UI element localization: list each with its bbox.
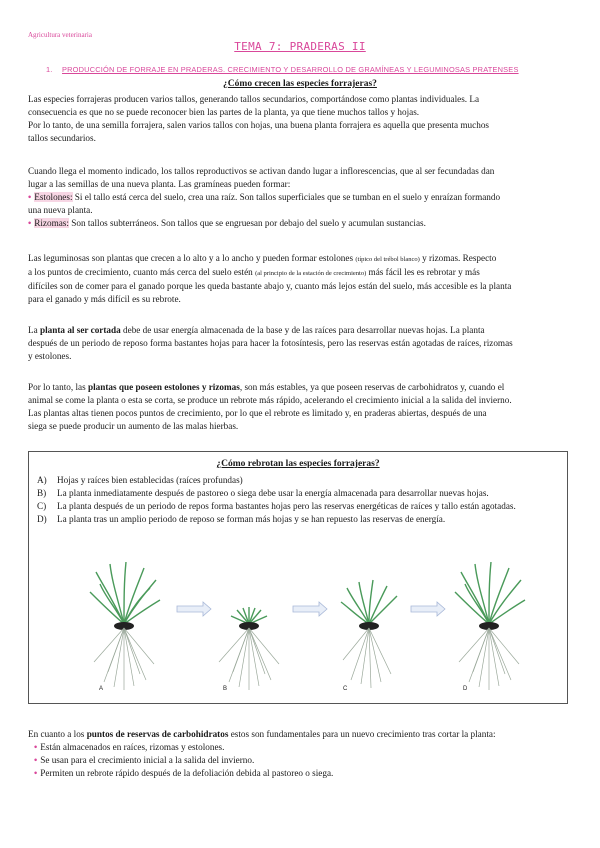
text-span: En cuanto a los xyxy=(28,729,87,739)
paragraph-4 xyxy=(28,324,576,363)
text-line xyxy=(28,381,576,394)
paragraph-1 xyxy=(28,93,576,145)
text-line: para el ganado y más difícil es su rebrote. xyxy=(28,294,181,304)
list-item xyxy=(34,754,576,767)
item-text: Hojas y raíces bien establecidas (raíces profundas) xyxy=(57,475,243,485)
section-title: PRODUCCIÓN DE FORRAJE EN PRADERAS. CRECIMIENTO Y DESARROLLO DE GRAMÍNEAS Y LEGUMINOSAS PRATENSES xyxy=(62,65,519,74)
list-item xyxy=(37,500,557,513)
list-item xyxy=(37,513,557,526)
figure-label-a: A xyxy=(99,686,104,692)
item-text: Están almacenados en raíces, rizomas y estolones. xyxy=(40,742,225,752)
text-line: una nueva planta. xyxy=(28,205,93,215)
plant-d-icon xyxy=(455,562,525,690)
arrow-right-icon xyxy=(411,602,445,616)
text-span: , son más estables, ya que poseen reservas de carbohidratos y, cuando el xyxy=(239,382,505,392)
text-line: tallos secundarios. xyxy=(28,133,96,143)
text-line xyxy=(28,252,576,266)
item-letter: A) xyxy=(37,475,47,485)
text-span: Por lo tanto, las xyxy=(28,382,88,392)
bullet-rizomas xyxy=(28,217,576,230)
text-line xyxy=(28,728,576,741)
text-line: después de un periodo de reposo forma bastantes hojas para hacer la fotosíntesis, pero las reservas están agotadas de raíces, rizomas xyxy=(28,338,513,348)
text-span: debe de usar energía almacenada de la base y de las raíces para desarrollar nuevas hojas. La planta xyxy=(120,325,485,335)
text-line: animal se come la planta o esta se corta, se produce un rebrote más rápido, acelerando el crecimiento inicial a la salida del invierno. xyxy=(28,395,512,405)
regrowth-box xyxy=(28,451,568,704)
text-span: Las leguminosas son plantas que crecen a lo alto y a lo ancho y pueden formar estolones xyxy=(28,253,356,263)
text-span: estos son fundamentales para un nuevo crecimiento tras cortar la planta: xyxy=(228,729,496,739)
plant-c-icon xyxy=(341,580,397,688)
arrow-right-icon xyxy=(177,602,211,616)
text-span: La xyxy=(28,325,40,335)
text-span: más fácil les es rebrotar y más xyxy=(366,267,480,277)
bold-term: puntos de reservas de carbohidratos xyxy=(86,729,229,739)
paragraph-3 xyxy=(28,252,576,306)
bold-term: planta al ser cortada xyxy=(40,325,121,335)
page-header: Agricultura veterinaria xyxy=(28,31,92,39)
small-note: (al principio de la estación de crecimiento) xyxy=(255,270,367,277)
item-text: La planta tras un amplio periodo de reposo se forman más hojas y se han repuesto las reservas de energía. xyxy=(57,514,446,524)
figure-label-d: D xyxy=(463,686,468,692)
section-heading xyxy=(46,65,519,74)
box-title: ¿Cómo rebrotan las especies forrajeras? xyxy=(216,459,380,469)
list-item xyxy=(37,474,557,487)
bullet-icon: • xyxy=(34,768,38,778)
text-line: lugar a las semillas de una nueva planta. Las gramíneas pueden formar: xyxy=(28,179,291,189)
paragraph-5 xyxy=(28,381,576,433)
bullet-estolones xyxy=(28,191,576,204)
item-letter: C) xyxy=(37,501,47,511)
list-item xyxy=(34,741,576,754)
arrow-right-icon xyxy=(293,602,327,616)
figure-label-b: B xyxy=(223,686,228,692)
carbohydrate-section xyxy=(28,728,576,780)
text-line xyxy=(28,266,576,280)
rizomas-text: Son tallos subterráneos. Son tallos que se engruesan por debajo del suelo y acumulan sustancias. xyxy=(68,218,426,228)
page-title: TEMA 7: PRADERAS II xyxy=(234,40,366,53)
figure-label-c: C xyxy=(343,686,348,692)
text-line: Cuando llega el momento indicado, los tallos reproductivos se activan dando lugar a inflorescencias, que al ser fecundadas dan xyxy=(28,166,495,176)
carbohydrate-list xyxy=(28,741,576,780)
section-number: 1. xyxy=(46,65,53,74)
question-heading-1: ¿Cómo crecen las especies forrajeras? xyxy=(223,79,377,89)
text-line: consecuencia es que no se puede reconocer bien las partes de la planta, ya que tiene muchos tallos y hojas. xyxy=(28,107,420,117)
bold-term: plantas que poseen estolones y rizomas xyxy=(87,382,240,392)
text-line: Por lo tanto, de una semilla forrajera, salen varios tallos con hojas, una buena planta forrajera es aquella que presenta muchos xyxy=(28,120,489,130)
bullet-icon: • xyxy=(34,742,38,752)
term-estolones: Estolones: xyxy=(34,192,73,202)
small-note: (típico del trébol blanco) xyxy=(355,256,420,263)
estolones-text: Si el tallo está cerca del suelo, crea una raíz. Son tallos superficiales que se tumban en el suelo y enraízan formando xyxy=(72,192,501,202)
text-line xyxy=(28,324,576,337)
item-letter: D) xyxy=(37,514,47,524)
item-letter: B) xyxy=(37,488,47,498)
plant-a-icon xyxy=(90,562,160,690)
item-text: La planta después de un periodo de repos forma bastantes hojas pero las reservas energéticas de raíces y tallo están agotadas. xyxy=(57,501,516,511)
list-item xyxy=(34,767,576,780)
text-line: difíciles son de comer para el ganado porque les queda bastante abajo y, cuanto más lejos están del suelo, más accesible es la planta xyxy=(28,281,512,291)
paragraph-2 xyxy=(28,165,576,230)
text-span: a los puntos de crecimiento, cuanto más cerca del suelo estén xyxy=(28,267,256,277)
item-text: Permiten un rebrote rápido después de la defoliación debida al pastoreo o siega. xyxy=(40,768,334,778)
item-text: Se usan para el crecimiento inicial a la salida del invierno. xyxy=(40,755,255,765)
plant-b-icon xyxy=(219,607,279,690)
regrowth-list xyxy=(37,474,557,526)
item-text: La planta inmediatamente después de pastoreo o siega debe usar la energía almacenada para desarrollar nuevas hojas. xyxy=(57,488,489,498)
text-line: siega se puede producir un aumento de las malas hierbas. xyxy=(28,421,239,431)
bullet-icon: • xyxy=(28,192,32,202)
text-line: Las plantas altas tienen pocos puntos de crecimiento, por lo que el rebrote es limitado y, en praderas abiertas, después de una xyxy=(28,408,487,418)
bullet-icon: • xyxy=(34,755,38,765)
regrowth-illustration xyxy=(49,562,549,697)
text-span: y rizomas. Respecto xyxy=(419,253,497,263)
text-line: Las especies forrajeras producen varios tallos, generando tallos secundarios, comportándose como plantas individuales. La xyxy=(28,94,480,104)
bullet-icon: • xyxy=(28,218,32,228)
term-rizomas: Rizomas: xyxy=(34,218,69,228)
list-item xyxy=(37,487,557,500)
text-line: y estolones. xyxy=(28,351,72,361)
